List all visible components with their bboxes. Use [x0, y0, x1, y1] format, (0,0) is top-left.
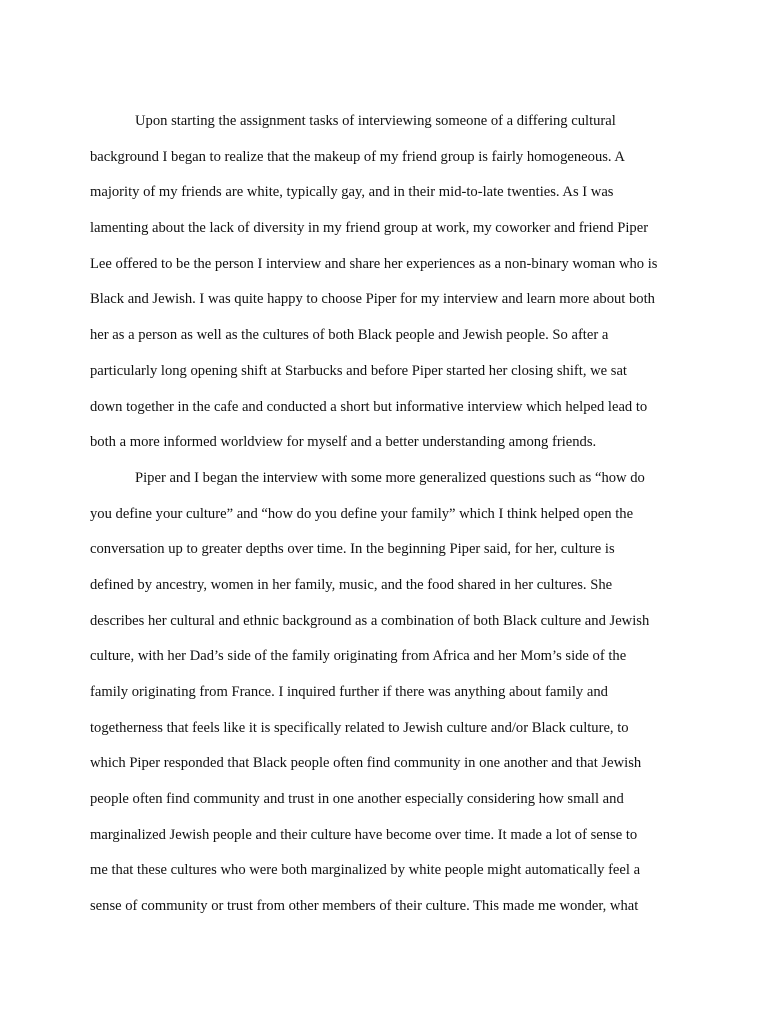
- text-line: majority of my friends are white, typically gay, and in their mid-to-late twenties. As I was: [90, 184, 614, 201]
- text-line: background I began to realize that the makeup of my friend group is fairly homogeneous. A: [90, 148, 625, 165]
- text-line: down together in the cafe and conducted a short but informative interview which helped lead to: [90, 398, 648, 415]
- text-line: particularly long opening shift at Starbucks and before Piper started her closing shift, we sat: [90, 362, 627, 379]
- text-line: Lee offered to be the person I interview and share her experiences as a non-binary woman who is: [90, 255, 658, 272]
- text-line: lamenting about the lack of diversity in my friend group at work, my coworker and friend Piper: [90, 220, 649, 237]
- paragraph-2: [90, 461, 690, 925]
- text-line: conversation up to greater depths over time. In the beginning Piper said, for her, culture is: [90, 541, 615, 558]
- text-line: her as a person as well as the cultures of both Black people and Jewish people. So after a: [90, 327, 609, 344]
- text-line: defined by ancestry, women in her family, music, and the food shared in her cultures. She: [90, 576, 613, 593]
- paragraph-1: [90, 104, 690, 461]
- text-line: which Piper responded that Black people often find community in one another and that Jewish: [90, 755, 642, 772]
- text-line: both a more informed worldview for myself and a better understanding among friends.: [90, 434, 597, 451]
- text-line: people often find community and trust in one another especially considering how small and: [90, 791, 624, 808]
- essay-body: [90, 104, 690, 925]
- text-line: you define your culture” and “how do you define your family” which I think helped open the: [90, 505, 634, 522]
- text-line: Black and Jewish. I was quite happy to choose Piper for my interview and learn more about both: [90, 291, 655, 308]
- text-line: me that these cultures who were both marginalized by white people might automatically feel a: [90, 862, 641, 879]
- text-line: Piper and I began the interview with some more generalized questions such as “how do: [135, 469, 645, 486]
- text-line: marginalized Jewish people and their culture have become over time. It made a lot of sense to: [90, 826, 638, 843]
- text-line: sense of community or trust from other members of their culture. This made me wonder, what: [90, 898, 639, 915]
- text-line: describes her cultural and ethnic background as a combination of both Black culture and Jewish: [90, 612, 650, 629]
- text-line: culture, with her Dad’s side of the family originating from Africa and her Mom’s side of the: [90, 648, 627, 665]
- text-line: family originating from France. I inquired further if there was anything about family and: [90, 684, 608, 700]
- text-line: Upon starting the assignment tasks of interviewing someone of a differing cultural: [135, 113, 616, 129]
- text-line: togetherness that feels like it is specifically related to Jewish culture and/or Black culture, to: [90, 719, 629, 736]
